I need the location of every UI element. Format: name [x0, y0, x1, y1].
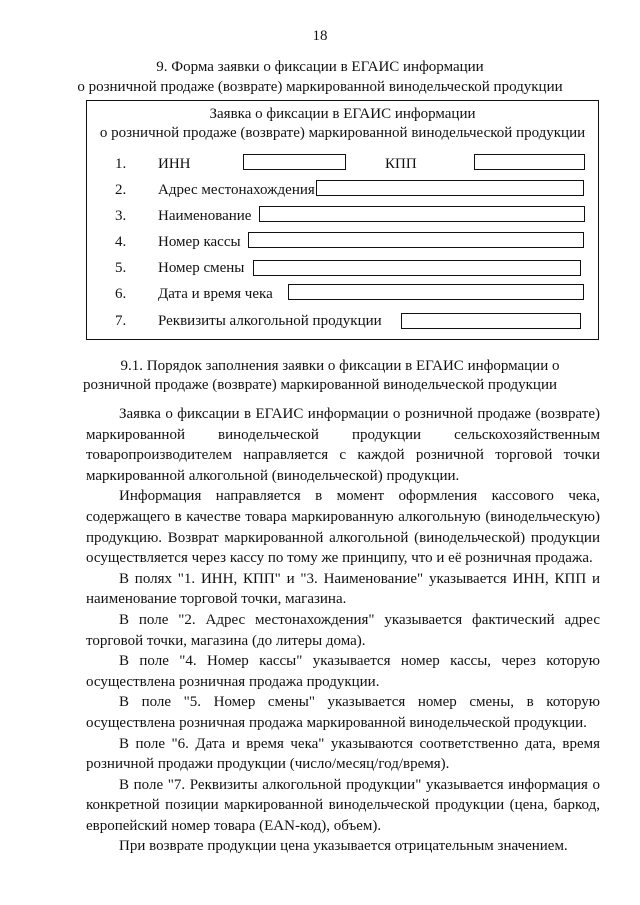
paragraph: Информация направляется в момент оформления кассового чека, содержащего в качестве товара маркированную алкогольную (винодельческую) продукцию. Возврат маркированной алкогольной (винодельческой) продукции осуществляется через кассу по тому же принципу, что и её розничная продажа.: [86, 488, 600, 567]
inn-field[interactable]: [243, 154, 346, 170]
inn-label: ИНН: [158, 156, 191, 172]
subsection-title-line1: 9.1. Порядок заполнения заявки о фиксации в ЕГАИС информации о: [120, 358, 560, 374]
address-field[interactable]: [316, 180, 584, 196]
product-details-label: Реквизиты алкогольной продукции: [158, 313, 382, 329]
register-number-label: Номер кассы: [158, 234, 241, 250]
application-form: [86, 100, 599, 340]
product-details-field[interactable]: [401, 313, 581, 329]
paragraph: В поле "2. Адрес местонахождения" указывается фактический адрес торговой точки, магазина (до литеры дома).: [86, 611, 600, 649]
paragraph: При возврате продукции цена указывается отрицательным значением.: [119, 838, 568, 855]
receipt-datetime-label: Дата и время чека: [158, 286, 273, 302]
row-number: 2.: [115, 182, 127, 198]
paragraph: Заявка о фиксации в ЕГАИС информации о розничной продаже (возврате) маркированной винодельческой продукции сельскохозяйственным товаропроизводителем направляется с каждой розничной торговой точки маркированной алкогольной (винодельческой) продукции.: [86, 406, 600, 484]
row-number: 3.: [115, 208, 127, 224]
page-number: 18: [312, 28, 328, 44]
paragraph: В поле "7. Реквизиты алкогольной продукции" указывается информация о конкретной позиции маркированной винодельческой продукции (цена, баркод, европейский номер товара (EAN-код), объем).: [86, 776, 600, 834]
section-title-line2: о розничной продаже (возврате) маркированной винодельческой продукции: [77, 79, 563, 95]
shift-number-label: Номер смены: [158, 260, 245, 276]
name-label: Наименование: [158, 208, 252, 224]
form-title-line2: о розничной продаже (возврате) маркированной винодельческой продукции: [99, 125, 586, 141]
row-number: 6.: [115, 286, 127, 302]
row-number: 4.: [115, 234, 127, 250]
address-label: Адрес местонахождения: [158, 182, 315, 198]
form-title-line1: Заявка о фиксации в ЕГАИС информации: [209, 106, 476, 122]
paragraph: В поле "4. Номер кассы" указывается номер кассы, через которую осуществлена розничная продажа продукции.: [86, 653, 600, 690]
row-number: 1.: [115, 156, 127, 172]
shift-number-field[interactable]: [253, 260, 581, 276]
name-field[interactable]: [259, 206, 585, 222]
paragraph: В поле "6. Дата и время чека" указываются соответственно дата, время розничной продажи продукции (число/месяц/год/время).: [86, 735, 600, 773]
kpp-field[interactable]: [474, 154, 585, 170]
kpp-label: КПП: [385, 156, 417, 172]
subsection-title-line2: розничной продаже (возврате) маркированной винодельческой продукции: [82, 377, 558, 393]
section-title-line1: 9. Форма заявки о фиксации в ЕГАИС информации: [156, 59, 484, 75]
row-number: 5.: [115, 260, 127, 276]
register-number-field[interactable]: [248, 232, 584, 248]
row-number: 7.: [115, 313, 127, 329]
paragraph: В полях "1. ИНН, КПП" и "3. Наименование" указывается ИНН, КПП и наименование торговой точки, магазина.: [86, 570, 600, 608]
receipt-datetime-field[interactable]: [288, 284, 584, 300]
paragraph: В поле "5. Номер смены" указывается номер смены, в которую осуществлена розничная продажа маркированной винодельческой продукции.: [86, 694, 600, 731]
instructions-body: [86, 404, 600, 857]
